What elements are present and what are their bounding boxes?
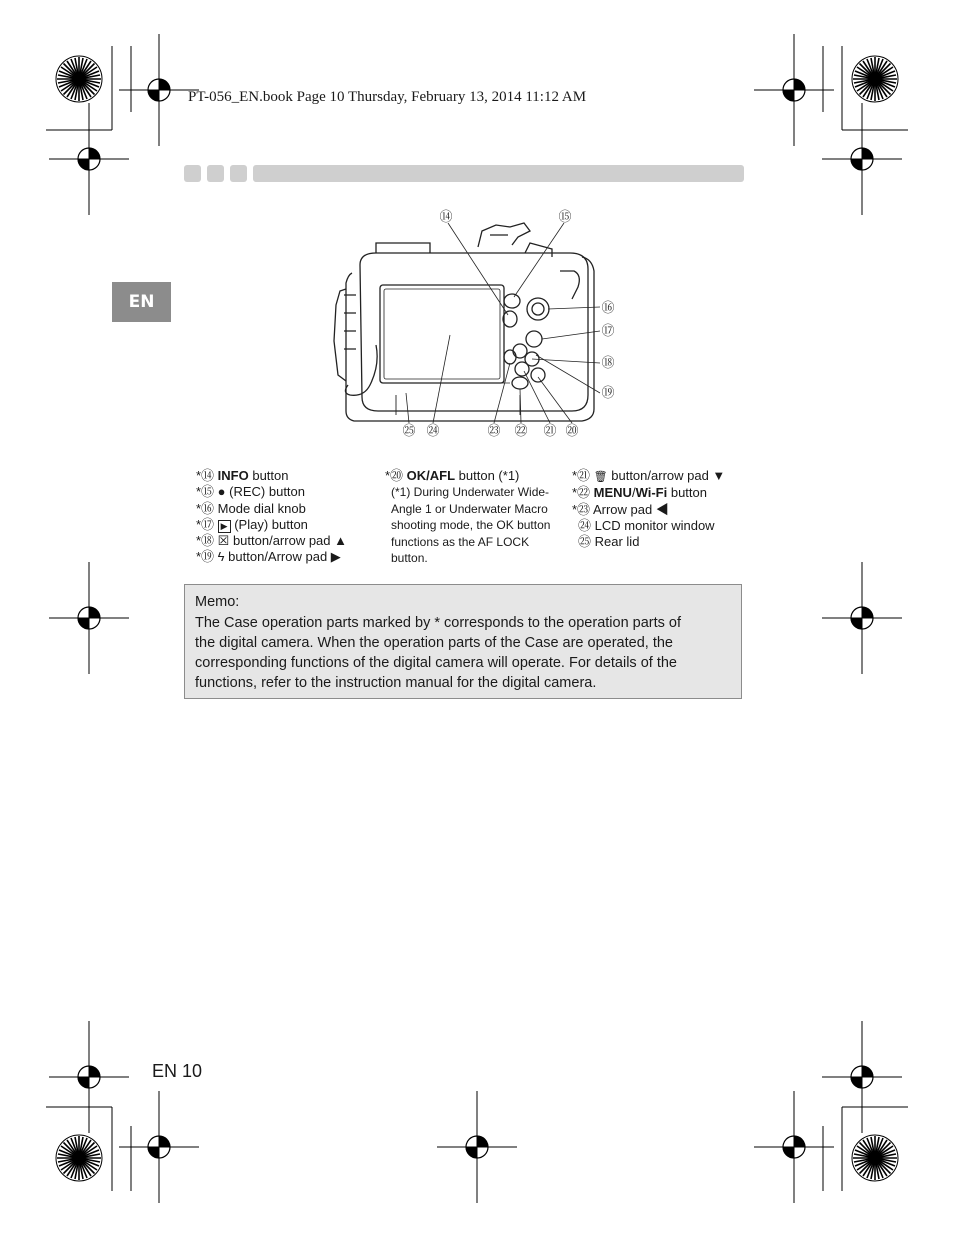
- callout-25: ㉕: [402, 423, 416, 438]
- part-item-17: *⑰ ▶ (Play) button: [196, 516, 308, 532]
- callout-20: ⑳: [565, 423, 579, 438]
- part-item-14: *⑭ INFO button: [196, 468, 289, 483]
- parts-column-3: [572, 468, 725, 550]
- part-item-25: ㉕ Rear lid: [578, 534, 640, 550]
- part-item-23: *㉓ Arrow pad ◀: [572, 501, 669, 517]
- memo-line: functions, refer to the instruction manual for the digital camera.: [195, 675, 597, 691]
- callout-23: ㉓: [487, 423, 501, 438]
- memo-line: The Case operation parts marked by * corresponds to the operation parts of: [195, 615, 682, 631]
- parts-column-1: [196, 468, 347, 566]
- note-line: Angle 1 or Underwater Macro: [391, 501, 548, 516]
- memo-line: corresponding functions of the digital camera will operate. For details of the: [195, 655, 677, 671]
- part-item-22: *㉒ MENU/Wi-Fi button: [572, 485, 707, 501]
- callout-21: ㉑: [543, 423, 557, 438]
- language-tab: EN: [112, 282, 171, 322]
- callout-17: ⑰: [601, 323, 615, 338]
- note-line: (*1) During Underwater Wide-: [391, 485, 550, 500]
- callout-24: ㉔: [426, 423, 440, 438]
- callout-16: ⑯: [601, 300, 615, 315]
- camera-case-diagram: [320, 205, 620, 445]
- note-line: functions as the AF LOCK: [391, 534, 530, 549]
- part-item-24: ㉔ LCD monitor window: [578, 517, 715, 533]
- flash-icon: ϟ: [217, 549, 225, 565]
- part-item-21: *㉑ 🗑 button/arrow pad ▼: [572, 468, 725, 485]
- memo-box: [184, 584, 742, 699]
- page-number: EN 10: [152, 1061, 203, 1081]
- trash-icon: 🗑: [593, 471, 608, 483]
- parts-column-2: [385, 468, 550, 567]
- callout-15: ⑮: [558, 209, 572, 224]
- note-line: shooting mode, the OK button: [391, 518, 551, 533]
- part-item-18: *⑱ ☒ button/arrow pad ▲: [196, 533, 347, 549]
- part-item-15: *⑮ ● (REC) button: [196, 484, 306, 500]
- part-item-19: *⑲ ϟ button/Arrow pad ▶: [196, 549, 341, 565]
- callout-14: ⑭: [439, 209, 453, 224]
- note-line: button.: [391, 551, 428, 566]
- memo-title: Memo:: [195, 594, 240, 610]
- exposure-icon: ☒: [217, 533, 230, 549]
- play-icon: ▶: [218, 520, 231, 533]
- callout-19: ⑲: [601, 385, 615, 400]
- part-item-16: *⑯ Mode dial knob: [196, 500, 306, 516]
- part-item-20: *⑳ OK/AFL button (*1): [385, 468, 520, 483]
- rec-icon: ●: [217, 484, 226, 500]
- callout-22: ㉒: [514, 423, 528, 438]
- memo-line: the digital camera. When the operation parts of the Case are operated, the: [195, 635, 673, 651]
- callout-18: ⑱: [601, 355, 615, 370]
- book-header: PT-056_EN.book Page 10 Thursday, February 13, 2014 11:12 AM: [188, 89, 587, 105]
